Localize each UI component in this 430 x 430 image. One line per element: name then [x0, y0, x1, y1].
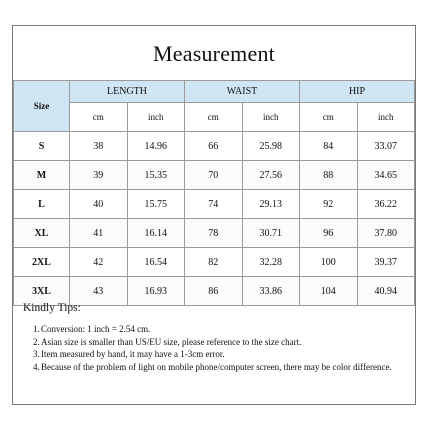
- table-row: [14, 132, 415, 161]
- size-cell: M: [14, 161, 70, 190]
- group-header-row: [14, 81, 415, 103]
- table-cell: 14.96: [127, 132, 185, 161]
- table-cell: 40: [70, 190, 128, 219]
- tip-text: Because of the problem of light on mobile phone/computer screen, there may be color difference.: [41, 361, 392, 372]
- table-cell: 15.75: [127, 190, 185, 219]
- table-cell: 78: [185, 219, 243, 248]
- table-cell: 16.93: [127, 277, 185, 306]
- waist-group-header: WAIST: [185, 81, 300, 103]
- unit-header: inch: [127, 103, 185, 132]
- tip-item: 3. Item measured by hand, it may have a 1-3cm error.: [33, 349, 225, 359]
- table-cell: 100: [300, 248, 358, 277]
- table-cell: 96: [300, 219, 358, 248]
- tip-item: 1. Conversion: 1 inch = 2.54 cm.: [33, 324, 151, 334]
- table-cell: 34.65: [357, 161, 415, 190]
- table-cell: 74: [185, 190, 243, 219]
- table-cell: 27.56: [242, 161, 300, 190]
- tip-item: 4. Because of the problem of light on mobile phone/computer screen, there may be color difference.: [33, 361, 392, 372]
- unit-header-row: [14, 103, 415, 132]
- table-cell: 36.22: [357, 190, 415, 219]
- table-cell: 29.13: [242, 190, 300, 219]
- table-cell: 32.28: [242, 248, 300, 277]
- table-cell: 15.35: [127, 161, 185, 190]
- size-cell: 3XL: [14, 277, 70, 306]
- kindly-tips: [23, 302, 407, 373]
- table-cell: 16.54: [127, 248, 185, 277]
- size-chart-table: [13, 80, 415, 306]
- table-cell: 70: [185, 161, 243, 190]
- table-row: [14, 190, 415, 219]
- table-cell: 39: [70, 161, 128, 190]
- table-cell: 38: [70, 132, 128, 161]
- table-cell: 43: [70, 277, 128, 306]
- table-cell: 40.94: [357, 277, 415, 306]
- table-row: [14, 219, 415, 248]
- tips-title: Kindly Tips:: [23, 302, 81, 314]
- table-cell: 82: [185, 248, 243, 277]
- table-cell: 16.14: [127, 219, 185, 248]
- table-cell: 66: [185, 132, 243, 161]
- size-column-header: Size: [14, 81, 70, 132]
- tip-text: Conversion: 1 inch = 2.54 cm.: [41, 324, 151, 334]
- unit-header: inch: [242, 103, 300, 132]
- table-cell: 88: [300, 161, 358, 190]
- size-cell: S: [14, 132, 70, 161]
- unit-header: cm: [300, 103, 358, 132]
- table-cell: 104: [300, 277, 358, 306]
- tip-text: Asian size is smaller than US/EU size, please reference to the size chart.: [41, 336, 302, 347]
- unit-header: cm: [70, 103, 128, 132]
- size-cell: L: [14, 190, 70, 219]
- table-cell: 37.80: [357, 219, 415, 248]
- tip-item: 2. Asian size is smaller than US/EU size, please reference to the size chart.: [33, 336, 302, 347]
- tip-text: Item measured by hand, it may have a 1-3cm error.: [41, 349, 225, 359]
- page-title: Measurement: [153, 41, 275, 66]
- tips-list: [23, 323, 407, 373]
- table-cell: 25.98: [242, 132, 300, 161]
- table-cell: 33.86: [242, 277, 300, 306]
- unit-header: cm: [185, 103, 243, 132]
- table-cell: 86: [185, 277, 243, 306]
- table-cell: 33.07: [357, 132, 415, 161]
- length-group-header: LENGTH: [70, 81, 185, 103]
- table-cell: 30.71: [242, 219, 300, 248]
- table-cell: 42: [70, 248, 128, 277]
- measurement-card: [12, 25, 416, 405]
- table-cell: 92: [300, 190, 358, 219]
- size-cell: XL: [14, 219, 70, 248]
- table-cell: 41: [70, 219, 128, 248]
- size-cell: 2XL: [14, 248, 70, 277]
- table-cell: 39.37: [357, 248, 415, 277]
- hip-group-header: HIP: [300, 81, 415, 103]
- table-row: [14, 248, 415, 277]
- table-row: [14, 161, 415, 190]
- table-cell: 84: [300, 132, 358, 161]
- unit-header: inch: [357, 103, 415, 132]
